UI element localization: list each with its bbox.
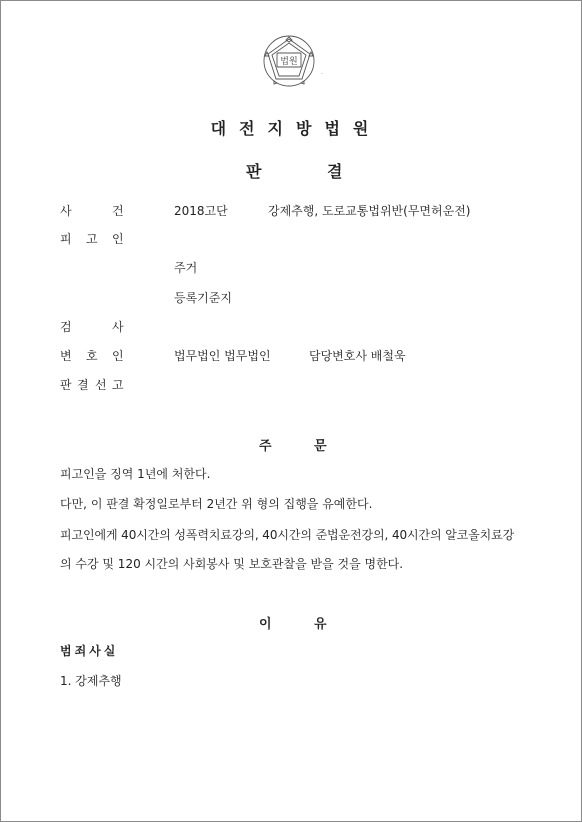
- document-page: 법원 . 대전지방법원 판 결 사 건 2018고단 강제추행, 도로교통법위반(무면허운전) 피 고 인 주거 등록기준지 검 사 변 호 인 법무법인 법무법인 담당변호사 배철욱 판 결 선 고 주 문 피고인을 징역 1년에 처한다. 다만, 이 판결 확정일로부터 2년간 위 형의 집행을 유예한다. 피고인에게 40시간의 성폭력치료강의, 40시간의 준법운전강의, 40시간의 알코올치료강 의 수강 및 120 시간의 사회봉사 및 보호관찰을 받을 것을 명한다. 이 유 범죄사실 1. 강제추행: [0, 0, 582, 822]
- reasons-heading-char-1: 이: [259, 617, 272, 632]
- order-heading-char-2: 문: [314, 439, 327, 454]
- counsel-firm: 법무법인 법무법인: [174, 349, 271, 363]
- court-name: 대전지방법원: [210, 119, 382, 138]
- doc-type-char-1: 판: [246, 162, 262, 181]
- case-number: 2018고단: [174, 204, 228, 218]
- case-title: 강제추행, 도로교통법위반(무면허운전): [268, 204, 471, 218]
- seal-text: 법원: [280, 57, 298, 67]
- reasons-heading-char-2: 유: [314, 617, 327, 632]
- defendant-address: 주거: [174, 261, 198, 275]
- court-seal-icon: [262, 34, 316, 88]
- defendant-registration: 등록기준지: [174, 291, 232, 305]
- order-line-1: 피고인을 징역 1년에 처한다.: [60, 467, 211, 481]
- order-heading-char-1: 주: [259, 439, 272, 454]
- counsel-lawyer: 담당변호사 배철욱: [309, 349, 406, 363]
- seal-mark: .: [321, 69, 323, 76]
- facts-item-1: 1. 강제추행: [60, 674, 122, 688]
- facts-heading: 범죄사실: [60, 644, 119, 658]
- order-line-3: 피고인에게 40시간의 성폭력치료강의, 40시간의 준법운전강의, 40시간의 알코올치료강: [60, 528, 515, 542]
- order-line-4: 의 수강 및 120 시간의 사회봉사 및 보호관찰을 받을 것을 명한다.: [60, 557, 404, 571]
- order-line-2: 다만, 이 판결 확정일로부터 2년간 위 형의 집행을 유예한다.: [60, 497, 373, 511]
- doc-type-char-2: 결: [327, 162, 343, 181]
